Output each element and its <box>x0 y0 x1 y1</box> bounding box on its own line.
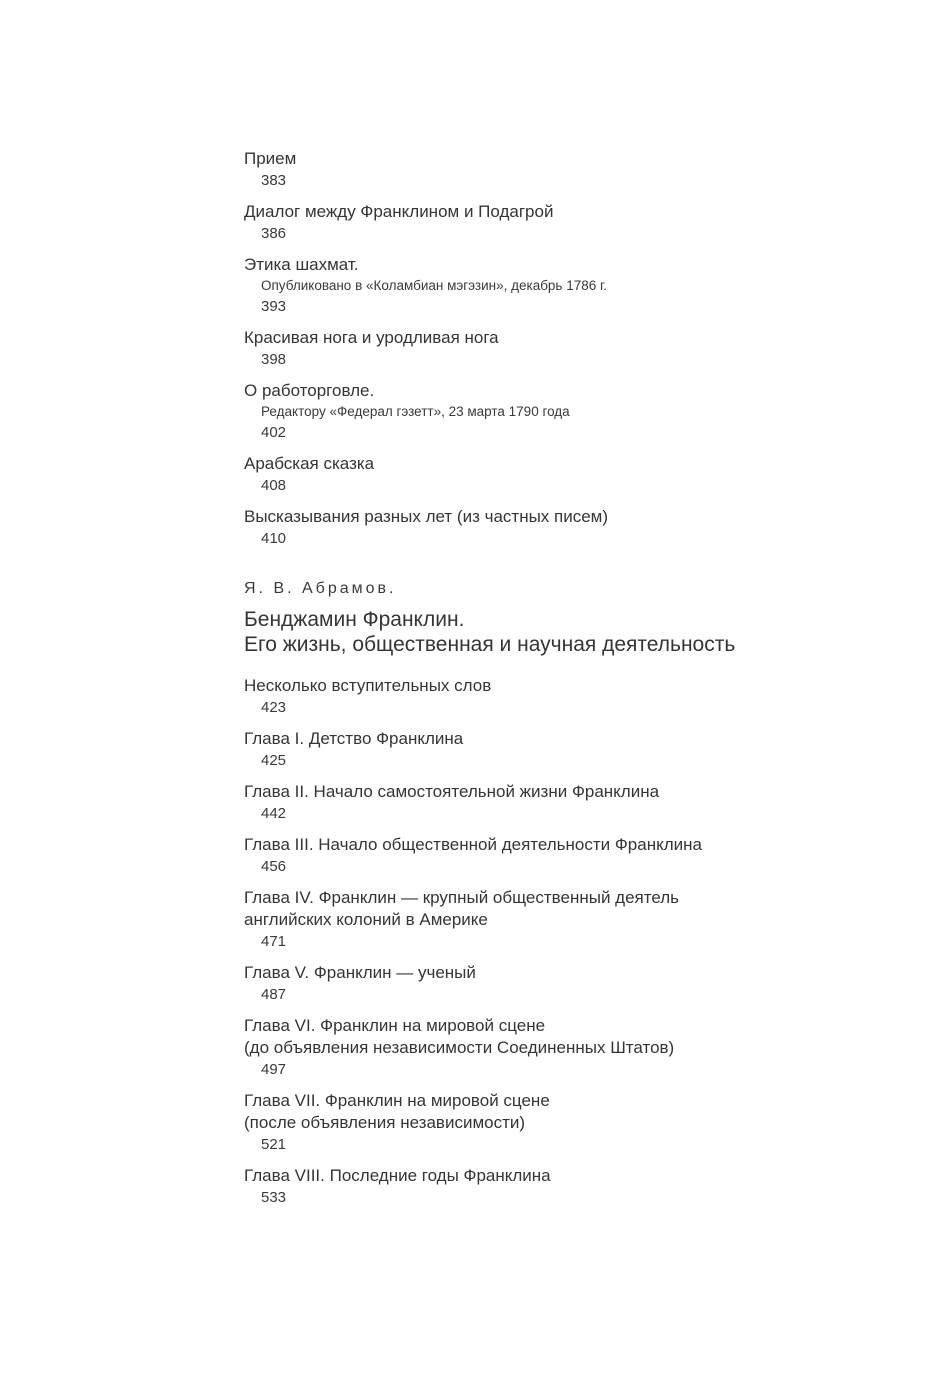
entry-title: Прием <box>244 149 297 168</box>
table-of-contents <box>244 148 844 1218</box>
toc-entry[interactable] <box>244 675 844 719</box>
toc-entry[interactable] <box>244 380 844 444</box>
entry-title: Арабская сказка <box>244 454 375 473</box>
entry-page-number: 487 <box>261 986 287 1003</box>
entry-page-number: 425 <box>261 752 287 769</box>
entry-title: Этика шахмат. <box>244 255 359 274</box>
book-title-line-2: Его жизнь, общественная и научная деятельность <box>244 633 736 656</box>
toc-entry[interactable] <box>244 834 844 878</box>
toc-entry[interactable] <box>244 962 844 1006</box>
entry-page-number: 398 <box>261 351 287 368</box>
section-spacer <box>244 657 844 675</box>
entry-page-number: 386 <box>261 225 287 242</box>
toc-entry[interactable] <box>244 254 844 318</box>
toc-entry[interactable] <box>244 1090 844 1156</box>
entry-page-number: 393 <box>261 298 287 315</box>
entry-subtitle: Опубликовано в «Коламбиан мэгэзин», декабрь 1786 г. <box>261 278 608 293</box>
entry-title: Несколько вступительных слов <box>244 676 492 695</box>
entry-title: О работорговле. <box>244 381 375 400</box>
entry-title: Диалог между Франклином и Подагрой <box>244 202 554 221</box>
toc-entry[interactable] <box>244 148 844 192</box>
toc-entry[interactable] <box>244 201 844 245</box>
entry-title: Глава IV. Франклин — крупный общественный деятель <box>244 888 680 907</box>
entry-page-number: 383 <box>261 172 287 189</box>
entry-page-number: 423 <box>261 699 287 716</box>
toc-entry[interactable] <box>244 728 844 772</box>
entry-page-number: 408 <box>261 477 287 494</box>
toc-entry[interactable] <box>244 1165 844 1209</box>
book-title-line-1: Бенджамин Франклин. <box>244 608 465 631</box>
section-book-title <box>244 607 844 657</box>
entry-page-number: 402 <box>261 424 287 441</box>
entry-title-continued: английских колоний в Америке <box>244 910 488 929</box>
entry-page-number: 456 <box>261 858 287 875</box>
entry-page-number: 497 <box>261 1061 287 1078</box>
entry-subtitle: Редактору «Федерал гэзетт», 23 марта 1790 года <box>261 404 570 419</box>
toc-entry[interactable] <box>244 1015 844 1081</box>
entry-title: Глава II. Начало самостоятельной жизни Франклина <box>244 782 660 801</box>
toc-entry[interactable] <box>244 327 844 371</box>
entry-title: Глава VIII. Последние годы Франклина <box>244 1166 551 1185</box>
entry-page-number: 533 <box>261 1189 287 1206</box>
entry-title-continued: (после объявления независимости) <box>244 1113 526 1132</box>
entry-title-continued: (до объявления независимости Соединенных Штатов) <box>244 1038 675 1057</box>
entry-title: Красивая нога и уродливая нога <box>244 328 499 347</box>
entry-title: Глава VI. Франклин на мировой сцене <box>244 1016 546 1035</box>
entry-title: Глава V. Франклин — ученый <box>244 963 476 982</box>
entry-page-number: 471 <box>261 933 287 950</box>
toc-entry[interactable] <box>244 887 844 953</box>
entry-title: Глава I. Детство Франклина <box>244 729 464 748</box>
section-author: Я. В. Абрамов. <box>244 580 397 597</box>
entry-page-number: 410 <box>261 530 287 547</box>
entry-title: Высказывания разных лет (из частных писем) <box>244 507 609 526</box>
entry-page-number: 442 <box>261 805 287 822</box>
toc-entry[interactable] <box>244 453 844 497</box>
toc-entry[interactable] <box>244 781 844 825</box>
entry-page-number: 521 <box>261 1136 287 1153</box>
entry-title: Глава III. Начало общественной деятельности Франклина <box>244 835 702 854</box>
entry-title: Глава VII. Франклин на мировой сцене <box>244 1091 550 1110</box>
toc-entry[interactable] <box>244 506 844 550</box>
